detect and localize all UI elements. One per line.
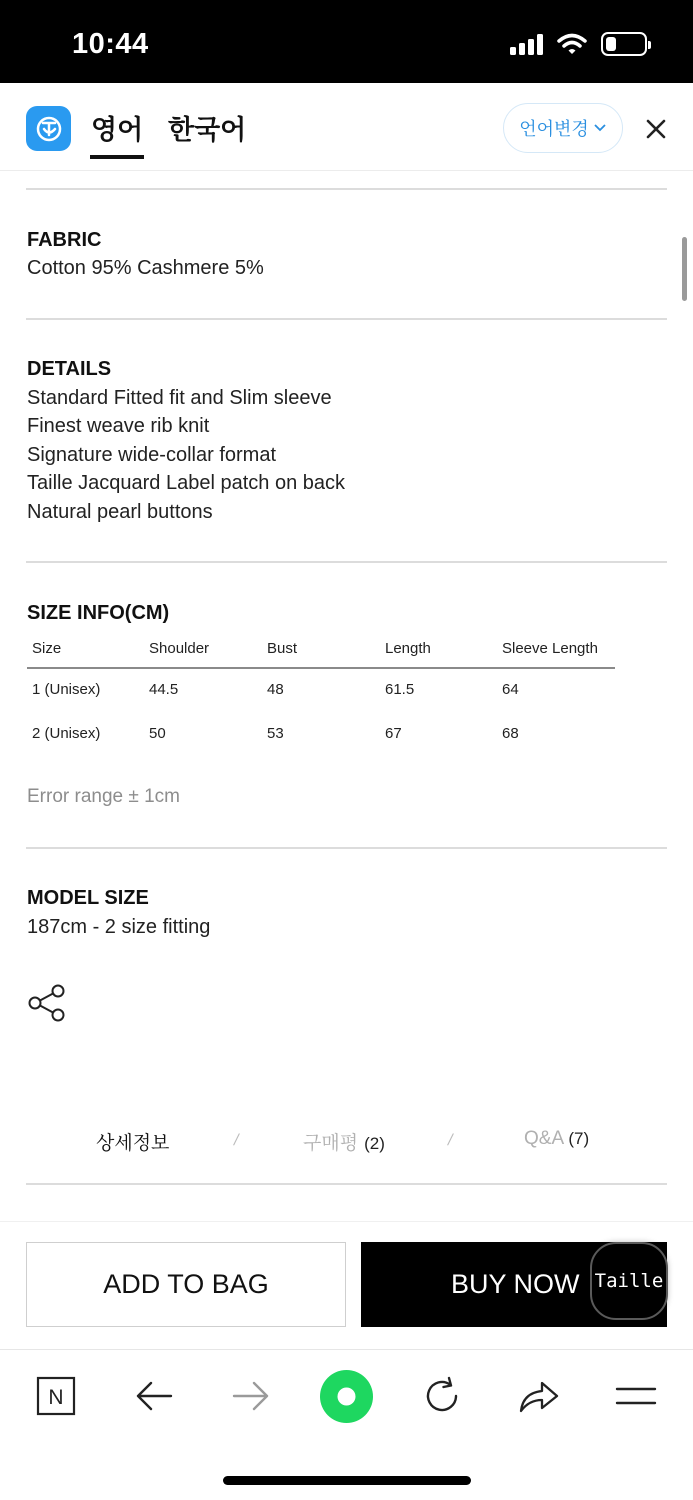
- table-cell: 2 (Unisex): [32, 725, 101, 742]
- green-dot-icon: [320, 1370, 373, 1423]
- share-icon[interactable]: [27, 983, 67, 1023]
- table-cell: 64: [502, 681, 519, 698]
- chat-button[interactable]: [590, 1242, 668, 1320]
- buy-now-label: BUY NOW: [451, 1269, 580, 1299]
- chevron-down-icon: [593, 123, 607, 133]
- tab-reviews-label: 구매평: [303, 1132, 359, 1154]
- status-icons: [510, 32, 647, 56]
- wifi-icon: [557, 33, 587, 55]
- table-row: [27, 713, 615, 757]
- table-header-cell: Shoulder: [149, 640, 210, 657]
- green-dot-button[interactable]: [320, 1370, 373, 1423]
- product-details: [0, 171, 693, 1221]
- details-line: Standard Fitted fit and Slim sleeve: [27, 387, 332, 409]
- chat-label: Taille: [594, 1270, 664, 1292]
- share-page-button[interactable]: [517, 1374, 561, 1418]
- cellular-signal-icon: [510, 33, 543, 55]
- fabric-title: FABRIC: [27, 229, 102, 251]
- purchase-bar: [0, 1221, 693, 1349]
- browser-toolbar: [0, 1349, 693, 1500]
- table-cell: 1 (Unisex): [32, 681, 101, 698]
- fabric-text: Cotton 95% Cashmere 5%: [27, 257, 264, 279]
- details-line: Natural pearl buttons: [27, 501, 213, 523]
- menu-button[interactable]: [614, 1374, 658, 1418]
- forward-button[interactable]: [229, 1374, 273, 1418]
- scrollbar[interactable]: [682, 237, 687, 301]
- change-language-label: 언어변경: [519, 119, 589, 140]
- details-line: Signature wide-collar format: [27, 444, 276, 466]
- refresh-button[interactable]: [420, 1374, 464, 1418]
- change-language-button[interactable]: [503, 103, 623, 153]
- table-cell: 68: [502, 725, 519, 742]
- error-range-note: Error range ± 1cm: [27, 786, 180, 807]
- details-title: DETAILS: [27, 358, 112, 380]
- home-indicator[interactable]: [223, 1476, 471, 1485]
- status-bar: [0, 0, 693, 83]
- divider: [26, 188, 667, 190]
- battery-icon: [601, 32, 647, 56]
- size-info-title: SIZE INFO(CM): [27, 602, 170, 624]
- close-button[interactable]: [640, 113, 672, 145]
- table-header-cell: Length: [385, 640, 431, 657]
- table-cell: 61.5: [385, 681, 415, 698]
- table-cell: 44.5: [149, 681, 179, 698]
- tab-korean[interactable]: 한국어: [168, 115, 247, 146]
- naver-home-button[interactable]: [34, 1374, 78, 1418]
- table-header-cell: Sleeve Length: [502, 640, 598, 657]
- model-size-text: 187cm - 2 size fitting: [27, 916, 211, 938]
- tab-qna-label: Q&A: [524, 1128, 564, 1149]
- tab-separator: /: [448, 1132, 453, 1148]
- table-cell: 50: [149, 725, 166, 742]
- divider: [26, 318, 667, 320]
- share-arrow-icon: [518, 1378, 560, 1414]
- table-cell: 67: [385, 725, 402, 742]
- naver-letter: N: [48, 1386, 64, 1409]
- details-line: Finest weave rib knit: [27, 415, 210, 437]
- divider: [26, 847, 667, 849]
- refresh-icon: [422, 1376, 462, 1416]
- tab-reviews-count: (2): [364, 1134, 385, 1153]
- table-cell: 53: [267, 725, 284, 742]
- tab-separator: /: [234, 1132, 239, 1148]
- tab-qna-count: (7): [568, 1129, 590, 1148]
- back-arrow-icon: [135, 1381, 173, 1411]
- status-time: 10:44: [72, 28, 149, 60]
- naver-n-icon: [36, 1376, 76, 1416]
- tab-english[interactable]: 영어: [91, 115, 144, 146]
- close-icon: [646, 119, 666, 139]
- divider: [26, 1183, 667, 1185]
- forward-arrow-icon: [232, 1381, 270, 1411]
- tab-reviews[interactable]: [303, 1128, 385, 1155]
- table-cell: 48: [267, 681, 284, 698]
- details-line: Taille Jacquard Label patch on back: [27, 472, 345, 494]
- active-tab-indicator: [90, 155, 144, 159]
- menu-icon: [615, 1385, 657, 1407]
- table-header-cell: Size: [32, 640, 62, 657]
- back-button[interactable]: [132, 1374, 176, 1418]
- tab-detail-info[interactable]: 상세정보: [96, 1132, 170, 1154]
- table-header-cell: Bust: [267, 640, 298, 657]
- table-row: [27, 669, 615, 713]
- tab-qna[interactable]: [524, 1128, 589, 1150]
- detail-tabs: [0, 1126, 693, 1166]
- translator-logo-icon[interactable]: [26, 106, 71, 151]
- add-to-bag-button[interactable]: ADD TO BAG: [26, 1242, 346, 1327]
- table-header-row: [27, 631, 615, 669]
- divider: [26, 561, 667, 563]
- translator-header: [0, 83, 693, 171]
- size-table: [27, 631, 615, 757]
- model-size-title: MODEL SIZE: [27, 887, 149, 909]
